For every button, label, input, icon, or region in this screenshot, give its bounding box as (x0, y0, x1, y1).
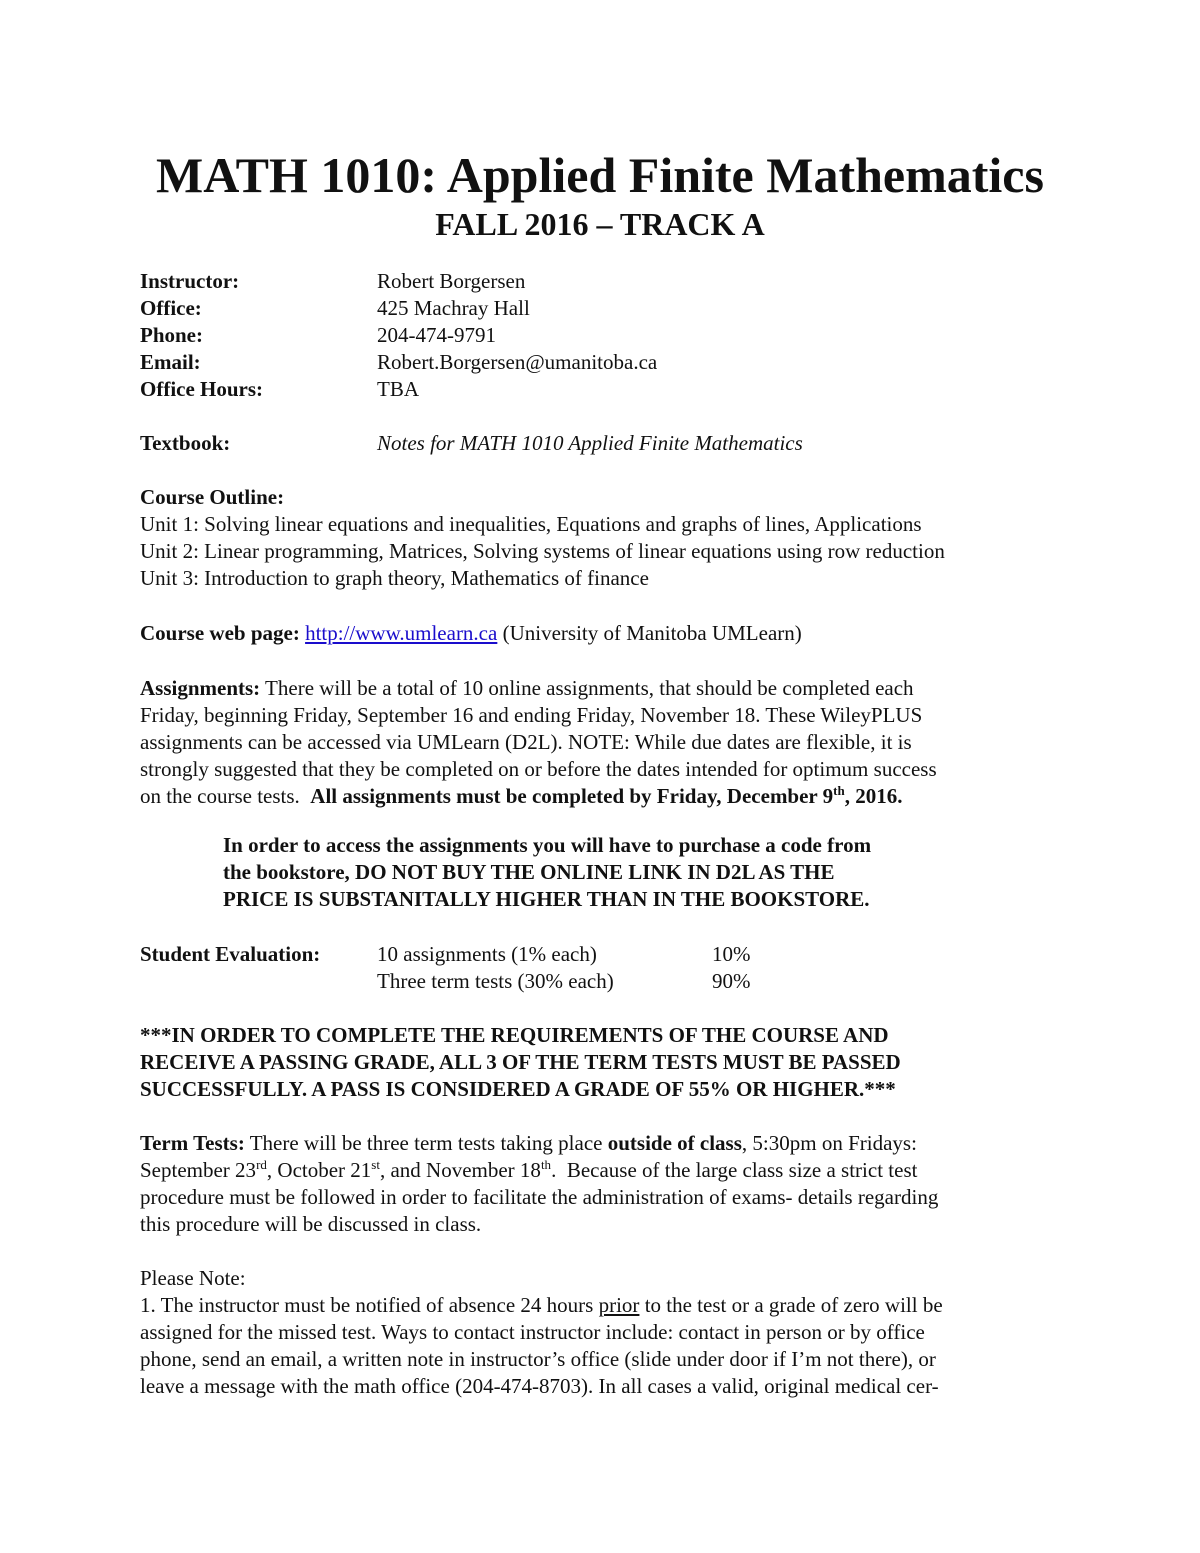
please-note-text: phone, send an email, a written note in instructor’s office (slide under door if I’m not there), or (140, 1347, 936, 1371)
outline-heading: Course Outline: (140, 485, 285, 509)
outline-unit: Unit 1: Solving linear equations and inequalities, Equations and graphs of lines, Applications (140, 512, 922, 536)
assignments-text: on the course tests. (140, 784, 311, 808)
term-tests-paragraph (140, 1130, 1060, 1238)
evaluation-item: 10 assignments (1% each) (377, 942, 597, 966)
term-tests-text: There will be three term tests taking place (244, 1131, 608, 1155)
evaluation-label: Student Evaluation: (140, 942, 321, 966)
notice-line: RECEIVE A PASSING GRADE, ALL 3 OF THE TERM TESTS MUST BE PASSED (140, 1050, 901, 1074)
term-tests-text: , 5:30pm on Fridays: (741, 1131, 917, 1155)
info-label: Office: (140, 296, 202, 320)
info-row-phone (140, 322, 496, 349)
evaluation-weight: 90% (712, 969, 751, 993)
info-value: 425 Machray Hall (377, 296, 530, 320)
please-note-emphasis: prior (598, 1293, 640, 1317)
term-subtitle: FALL 2016 – TRACK A (435, 206, 765, 242)
pass-requirement-notice (140, 1022, 1060, 1103)
notice-line: ***IN ORDER TO COMPLETE THE REQUIREMENTS OF THE COURSE AND (140, 1023, 889, 1047)
info-label: Office Hours: (140, 377, 264, 401)
outline-unit: Unit 2: Linear programming, Matrices, Solving systems of linear equations using row reduction (140, 539, 945, 563)
assignments-deadline: All assignments must be completed by Friday, December 9th, 2016. (310, 783, 903, 808)
term-tests-dates: September 23rd, October 21st, and November 18th. Because of the large class size a strict test (140, 1157, 918, 1182)
info-label: Email: (140, 350, 201, 374)
code-purchase-notice (223, 832, 1023, 913)
web-page-note: (University of Manitoba UMLearn) (502, 621, 802, 645)
evaluation-row-2 (140, 968, 751, 995)
assignments-text: assignments can be accessed via UMLearn (D2L). NOTE: While due dates are flexible, it is (140, 730, 912, 754)
please-note-text: 1. The instructor must be notified of absence 24 hours (140, 1293, 599, 1317)
assignments-label: Assignments: (140, 676, 261, 700)
evaluation-row-1 (140, 941, 751, 968)
course-title: MATH 1010: Applied Finite Mathematics (156, 147, 1044, 203)
info-value: 204-474-9791 (377, 323, 496, 347)
evaluation-weight: 10% (712, 942, 751, 966)
info-value: Robert.Borgersen@umanitoba.ca (377, 350, 658, 374)
umlearn-link[interactable]: http://www.umlearn.ca (305, 621, 498, 645)
textbook-row (140, 430, 803, 457)
please-note-paragraph (140, 1265, 1060, 1400)
info-row-instructor (140, 268, 525, 295)
textbook-title: Notes for MATH 1010 Applied Finite Mathematics (377, 431, 803, 455)
please-note-text: leave a message with the math office (204-474-8703). In all cases a valid, original medical cer- (140, 1374, 939, 1398)
web-page-row (140, 620, 1060, 647)
info-row-office-hours (140, 376, 419, 403)
assignments-text: There will be a total of 10 online assignments, that should be completed each (260, 676, 914, 700)
please-note-text: assigned for the missed test. Ways to contact instructor include: contact in person or by office (140, 1320, 925, 1344)
course-outline (140, 484, 1060, 592)
info-value: TBA (377, 377, 419, 401)
assignments-text: strongly suggested that they be completed on or before the dates intended for optimum success (140, 757, 937, 781)
term-tests-label: Term Tests: (140, 1131, 245, 1155)
notice-line: In order to access the assignments you will have to purchase a code from (223, 833, 872, 857)
notice-line: PRICE IS SUBSTANITALLY HIGHER THAN IN THE BOOKSTORE. (223, 887, 870, 911)
evaluation-item: Three term tests (30% each) (377, 969, 614, 993)
info-label: Instructor: (140, 269, 240, 293)
term-tests-text: procedure must be followed in order to facilitate the administration of exams- details regarding (140, 1185, 939, 1209)
assignments-paragraph (140, 675, 1060, 810)
please-note-heading: Please Note: (140, 1266, 246, 1290)
info-label: Phone: (140, 323, 203, 347)
textbook-label: Textbook: (140, 431, 231, 455)
web-page-label: Course web page: (140, 621, 300, 645)
info-row-office (140, 295, 530, 322)
notice-line: the bookstore, DO NOT BUY THE ONLINE LINK IN D2L AS THE (223, 860, 835, 884)
assignments-text: Friday, beginning Friday, September 16 and ending Friday, November 18. These WileyPLUS (140, 703, 923, 727)
info-value: Robert Borgersen (377, 269, 526, 293)
please-note-text: to the test or a grade of zero will be (639, 1293, 943, 1317)
term-tests-emphasis: outside of class (607, 1131, 742, 1155)
info-row-email (140, 349, 657, 376)
term-tests-text: this procedure will be discussed in class. (140, 1212, 482, 1236)
outline-unit: Unit 3: Introduction to graph theory, Mathematics of finance (140, 566, 649, 590)
notice-line: SUCCESSFULLY. A PASS IS CONSIDERED A GRADE OF 55% OR HIGHER.*** (140, 1077, 896, 1101)
